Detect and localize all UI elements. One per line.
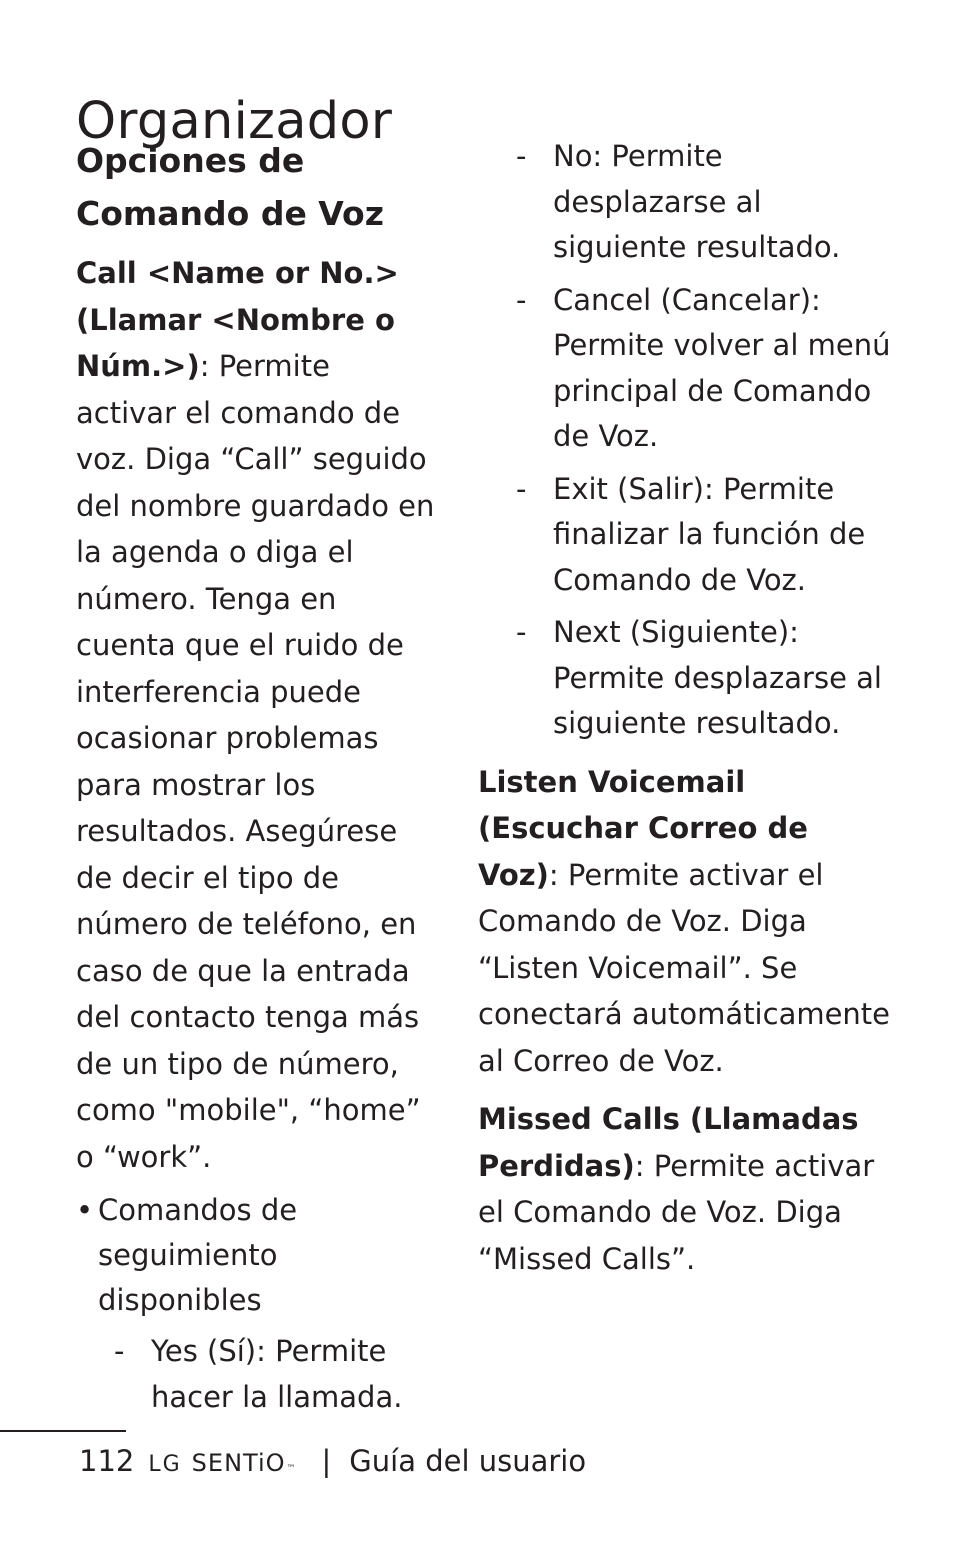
section-heading: [76, 134, 436, 240]
page-number: 112: [79, 1444, 135, 1478]
missed-calls-text: : Permite activar el Comando de Voz. Diga “Missed Calls”.: [478, 1148, 875, 1276]
list-item-text: No: Permite desplazarse al siguiente resultado.: [553, 139, 841, 264]
list-item: [76, 1329, 436, 1420]
brand-logo-lg: LG: [148, 1452, 182, 1477]
page-footer: [79, 1444, 586, 1488]
list-item-text: Exit (Salir): Permite finalizar la función de Comando de Voz.: [553, 471, 866, 597]
missed-calls-paragraph: [478, 1096, 898, 1282]
dash-mark: -: [516, 471, 527, 506]
follow-up-commands-bullet: [76, 1188, 436, 1323]
page-title: Organizador: [76, 92, 393, 152]
list-item-text: Cancel (Cancelar): Permite volver al menú principal de Comando de Voz.: [553, 282, 891, 453]
dash-mark: -: [516, 615, 527, 649]
bullet-mark: •: [76, 1193, 94, 1227]
list-item: [478, 134, 898, 271]
dash-mark: -: [516, 282, 527, 317]
listen-voicemail-paragraph: [478, 759, 898, 1085]
trademark-mark: ™: [286, 1464, 296, 1474]
brand-logo-sentio: SENTiO: [191, 1449, 286, 1477]
list-item-text: Yes (Sí): Permite hacer la llamada.: [151, 1334, 403, 1414]
section-heading-line1: Opciones de: [76, 141, 305, 180]
dash-mark: -: [516, 139, 527, 173]
dash-mark: -: [114, 1334, 125, 1368]
left-column: [76, 134, 436, 1427]
missed-calls-label: Missed Calls (Llamadas Perdidas): [478, 1102, 859, 1183]
listen-voicemail-text: : Permite activar el Comando de Voz. Diga “Listen Voicemail”. Se conectará automáticamente al Correo de Voz.: [478, 857, 891, 1078]
listen-voicemail-label: Listen Voicemail (Escuchar Correo de Voz): [478, 764, 808, 892]
list-item: [478, 610, 898, 747]
list-item: [478, 467, 898, 604]
left-dash-list: [76, 1329, 436, 1420]
call-command-paragraph: [76, 250, 436, 1180]
section-heading-line2: Comando de Voz: [76, 194, 384, 233]
guide-label: Guía del usuario: [349, 1444, 587, 1478]
list-item: [478, 278, 898, 460]
call-command-label: Call <Name or No.> (Llamar <Nombre o Núm.>): [76, 256, 399, 383]
footer-separator: |: [321, 1444, 332, 1478]
list-item-text: Next (Siguiente): Permite desplazarse al siguiente resultado.: [553, 615, 882, 740]
call-command-text: : Permite activar el comando de voz. Diga “Call” seguido del nombre guardado en la agenda o diga el número. Tenga en cuenta que el ruido de interferencia puede ocasionar problemas para mostrar los resultados. Asegúrese de decir el tipo de número de teléfono, en caso de que la entrada del contacto tenga más de un tipo de número, como "mobile", “home” o “work”.: [76, 349, 435, 1174]
follow-up-commands-text: Comandos de seguimiento disponibles: [98, 1193, 298, 1317]
right-dash-list: [478, 134, 898, 747]
right-column: [478, 134, 898, 1282]
footer-divider: [0, 1430, 126, 1432]
